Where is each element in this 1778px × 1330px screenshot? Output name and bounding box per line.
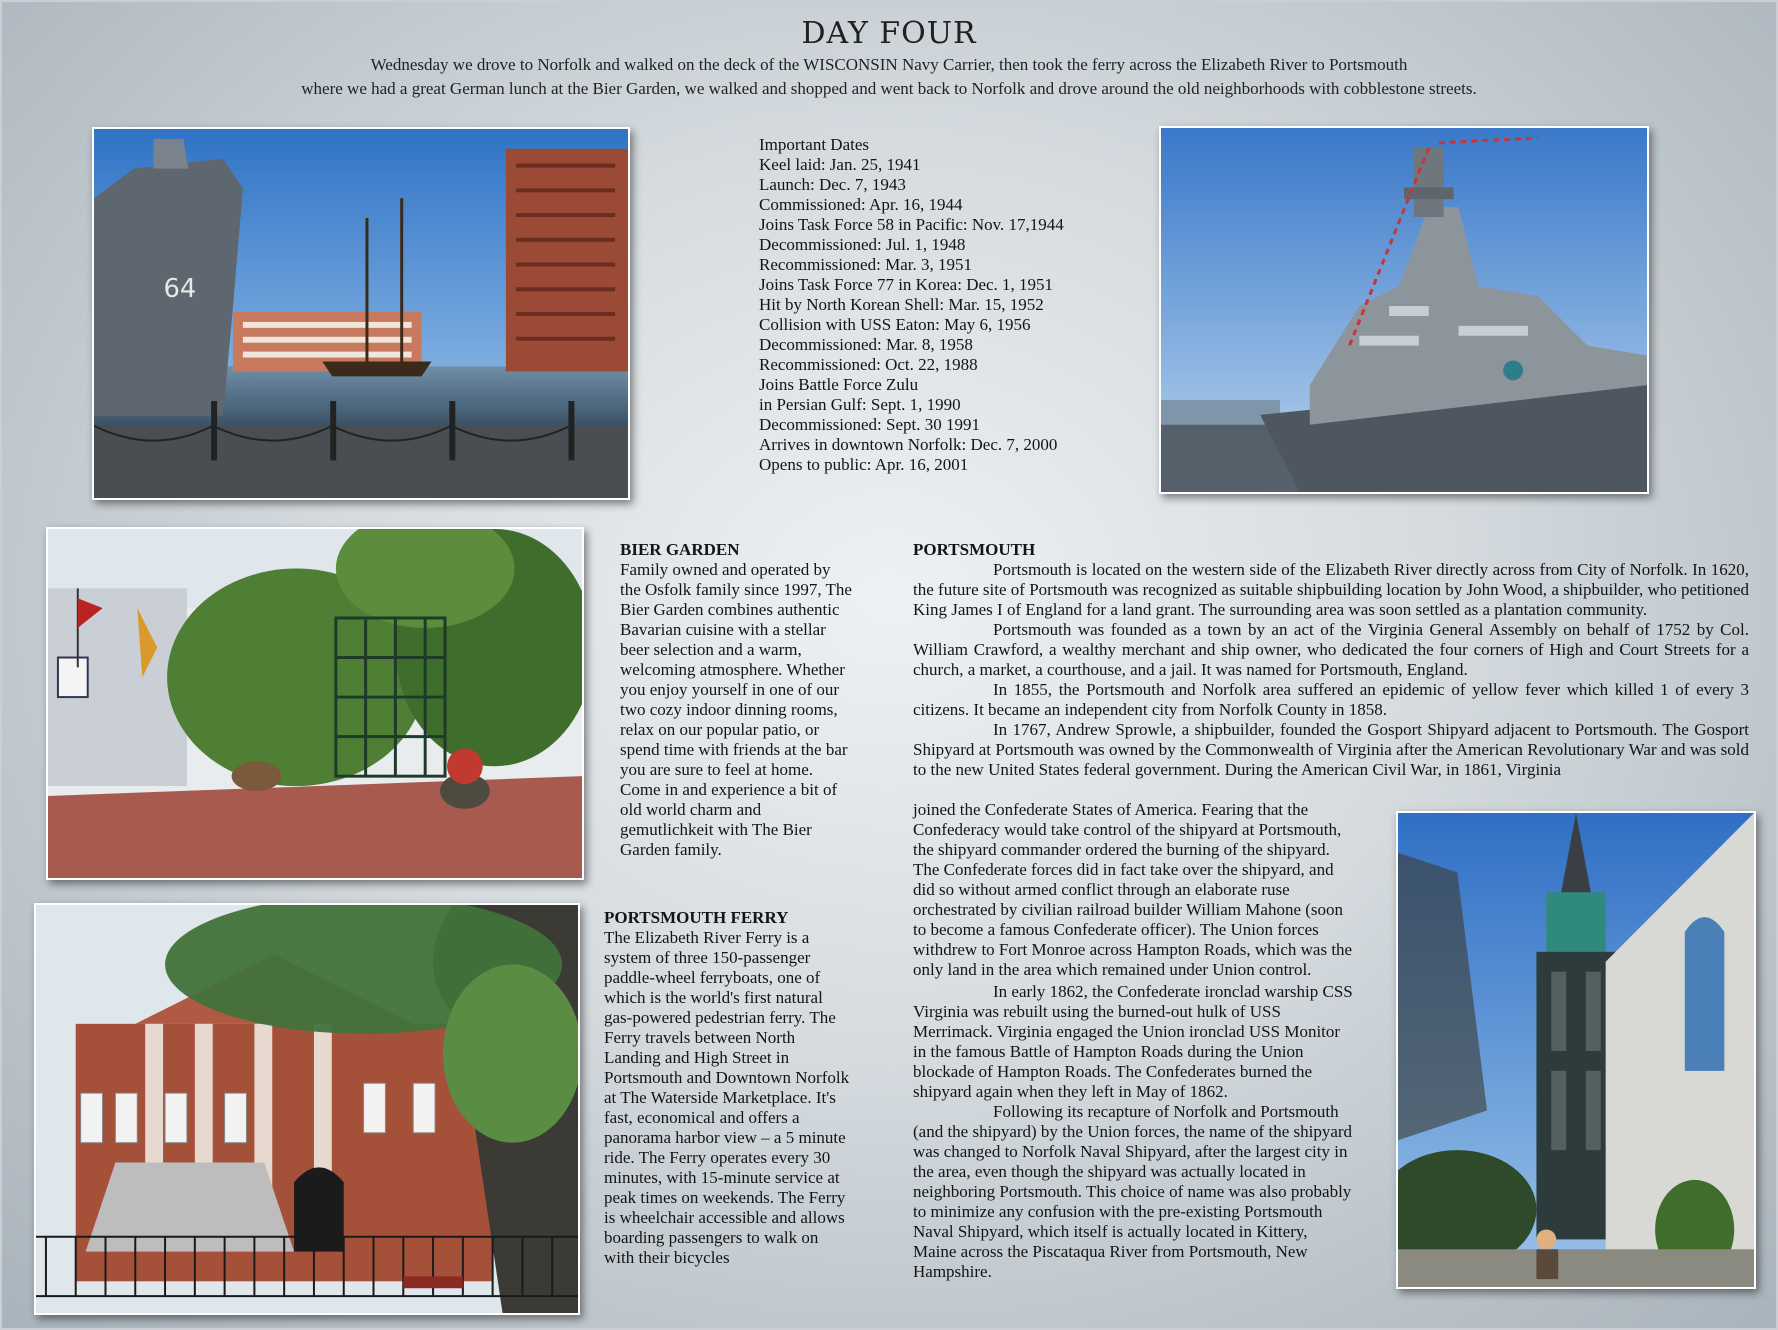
text-line: panorama harbor view – a 5 minute: [604, 1128, 846, 1147]
text-line: the Osfolk family since 1997, The: [620, 580, 852, 599]
text-line: Following its recapture of Norfolk and Portsmouth: [993, 1102, 1339, 1121]
portsmouth-narrow-text: [913, 800, 1383, 1282]
text-line: gas-powered pedestrian ferry. The: [604, 1008, 836, 1027]
dates-item: Hit by North Korean Shell: Mar. 15, 1952: [759, 295, 1044, 314]
dates-item: Recommissioned: Oct. 22, 1988: [759, 355, 978, 374]
portsmouth-wide-text: [913, 540, 1749, 780]
paragraph: In 1855, the Portsmouth and Norfolk area suffered an epidemic of yellow fever which killed 1 of every 3 citizens. It became an independent city from Norfolk County in 1858.: [913, 680, 1749, 719]
text-line: Hampshire.: [913, 1262, 992, 1281]
portsmouth-heading: PORTSMOUTH: [913, 540, 1036, 559]
text-line: in the famous Battle of Hampton Roads during the Union: [913, 1042, 1304, 1061]
text-line: with their bicycles: [604, 1248, 730, 1267]
text-line: was changed to Norfolk Naval Shipyard, after the largest city in: [913, 1142, 1348, 1161]
intro-text: [0, 53, 1778, 101]
text-line: relax on our popular patio, or: [620, 720, 820, 739]
text-line: the area, even though the shipyard was actually located in: [913, 1162, 1306, 1181]
text-line: Family owned and operated by: [620, 560, 831, 579]
bier-garden-text: [620, 540, 880, 860]
text-line: beer selection and a warm,: [620, 640, 802, 659]
text-line: Portsmouth and Downtown Norfolk: [604, 1068, 850, 1087]
dates-item: Commissioned: Apr. 16, 1944: [759, 195, 963, 214]
dates-item: Launch: Dec. 7, 1943: [759, 175, 906, 194]
text-line: only land in the area which remained under Union control.: [913, 960, 1312, 979]
text-line: the shipyard commander ordered the burning of the shipyard.: [913, 840, 1330, 859]
intro-line-2: where we had a great German lunch at the Bier Garden, we walked and shopped and went back to Norfolk and drove around the old neighborhoods with cobblestone streets.: [301, 79, 1477, 98]
intro-line-1: Wednesday we drove to Norfolk and walked on the deck of the WISCONSIN Navy Carrier, then took the ferry across the Elizabeth River to Portsmouth: [370, 55, 1408, 74]
ferry-heading: PORTSMOUTH FERRY: [604, 908, 789, 927]
dates-item: Collision with USS Eaton: May 6, 1956: [759, 315, 1031, 334]
dates-item: Opens to public: Apr. 16, 2001: [759, 455, 969, 474]
text-line: In early 1862, the Confederate ironclad warship CSS: [993, 982, 1353, 1001]
text-line: withdrew to Fort Monroe across Hampton Roads, which was the: [913, 940, 1353, 959]
text-line: Ferry travels between North: [604, 1028, 796, 1047]
portsmouth-courthouse-photo: [34, 903, 580, 1315]
text-line: The Confederate forces did in fact take over the shipyard, and: [913, 860, 1334, 879]
dates-item: Joins Battle Force Zulu: [759, 375, 919, 394]
dates-item: Joins Task Force 77 in Korea: Dec. 1, 1951: [759, 275, 1054, 294]
page-title: DAY FOUR: [801, 16, 977, 51]
paragraph: Portsmouth was founded as a town by an act of the Virginia General Assembly on behalf of 1752 by Col. William Crawford, a wealthy merchant and ship owner, who dedicated the four corners of High and Court Streets for a church, a market, a courthouse, and a jail. It was named for Portsmouth, England.: [913, 620, 1749, 679]
text-line: Confederacy would take control of the shipyard at Portsmouth,: [913, 820, 1342, 839]
dates-item: Decommissioned: Sept. 30 1991: [759, 415, 980, 434]
text-line: fast, economical and offers a: [604, 1108, 800, 1127]
text-line: joined the Confederate States of America. Fearing that the: [913, 800, 1309, 819]
text-line: is wheelchair accessible and allows: [604, 1208, 845, 1227]
battleship-harbor-photo: [92, 127, 630, 500]
text-line: boarding passengers to walk on: [604, 1228, 819, 1247]
bier-garden-photo: [46, 527, 584, 880]
text-line: you are sure to feel at home.: [620, 760, 814, 779]
svg-text:64: 64: [163, 274, 197, 305]
text-line: blockade of Hampton Roads. The Confederates burned the: [913, 1062, 1313, 1081]
dates-item: Recommissioned: Mar. 3, 1951: [759, 255, 972, 274]
church-steeple-photo: [1396, 811, 1756, 1289]
text-line: did so without armed conflict through an elaborate ruse: [913, 880, 1290, 899]
text-line: gemutlichkeit with The Bier: [620, 820, 812, 839]
paragraph: Portsmouth is located on the western side of the Elizabeth River directly across from City of Norfolk. In 1620, the future site of Portsmouth was recognized as suitable shipbuilding location by John Wood, a shipbuilder, who petitioned King James I of England for a land grant. The surrounding area was soon settled as a plantation community.: [913, 560, 1749, 619]
important-dates-heading: Important Dates: [759, 135, 869, 154]
text-line: two cozy indoor dinning rooms,: [620, 700, 838, 719]
dates-item: in Persian Gulf: Sept. 1, 1990: [759, 395, 961, 414]
text-line: shipyard again when they left in May of 1862.: [913, 1082, 1228, 1101]
text-line: peak times on weekends. The Ferry: [604, 1188, 846, 1207]
text-line: old world charm and: [620, 800, 762, 819]
text-line: orchestrated by civilian railroad builder William Mahone (soon: [913, 900, 1344, 919]
dates-item: Decommissioned: Jul. 1, 1948: [759, 235, 966, 254]
important-dates: [759, 135, 1099, 475]
text-line: which is the world's first natural: [604, 988, 823, 1007]
text-line: to minimize any confusion with the pre-existing Portsmouth: [913, 1202, 1323, 1221]
text-line: at The Waterside Marketplace. It's: [604, 1088, 836, 1107]
text-line: welcoming atmosphere. Whether: [620, 660, 845, 679]
text-line: Naval Shipyard, which itself is actually located in Kittery,: [913, 1222, 1308, 1241]
text-line: Bier Garden combines authentic: [620, 600, 840, 619]
text-line: spend time with friends at the bar: [620, 740, 848, 759]
text-line: system of three 150-passenger: [604, 948, 811, 967]
text-line: Bavarian cuisine with a stellar: [620, 620, 826, 639]
bier-garden-heading: BIER GARDEN: [620, 540, 740, 559]
text-line: (and the shipyard) by the Union forces, the name of the shipyard: [913, 1122, 1353, 1141]
text-line: neighboring Portsmouth. This choice of name was also probably: [913, 1182, 1352, 1201]
text-line: Come in and experience a bit of: [620, 780, 838, 799]
dates-item: Joins Task Force 58 in Pacific: Nov. 17,1944: [759, 215, 1064, 234]
text-line: Garden family.: [620, 840, 722, 859]
dates-item: Keel laid: Jan. 25, 1941: [759, 155, 921, 174]
battleship-superstructure-photo: [1159, 126, 1649, 494]
text-line: to become a famous Confederate officer). The Union forces: [913, 920, 1319, 939]
text-line: Merrimack. Virginia engaged the Union ironclad USS Monitor: [913, 1022, 1341, 1041]
text-line: Landing and High Street in: [604, 1048, 790, 1067]
dates-item: Decommissioned: Mar. 8, 1958: [759, 335, 973, 354]
dates-item: Arrives in downtown Norfolk: Dec. 7, 2000: [759, 435, 1058, 454]
portsmouth-ferry-text: [604, 908, 884, 1268]
text-line: minutes, with 15-minute service at: [604, 1168, 840, 1187]
text-line: paddle-wheel ferryboats, one of: [604, 968, 821, 987]
text-line: ride. The Ferry operates every 30: [604, 1148, 831, 1167]
text-line: Maine across the Piscataqua River from Portsmouth, New: [913, 1242, 1308, 1261]
text-line: Virginia was rebuilt using the burned-out hulk of USS: [913, 1002, 1281, 1021]
text-line: The Elizabeth River Ferry is a: [604, 928, 810, 947]
text-line: you enjoy yourself in one of our: [620, 680, 840, 699]
paragraph: In 1767, Andrew Sprowle, a shipbuilder, founded the Gosport Shipyard adjacent to Portsmouth. The Gosport Shipyard at Portsmouth was owned by the Commonwealth of Virginia after the American Revolutionary War and was sold to the new United States federal government. During the American Civil War, in 1861, Virginia: [913, 720, 1749, 779]
